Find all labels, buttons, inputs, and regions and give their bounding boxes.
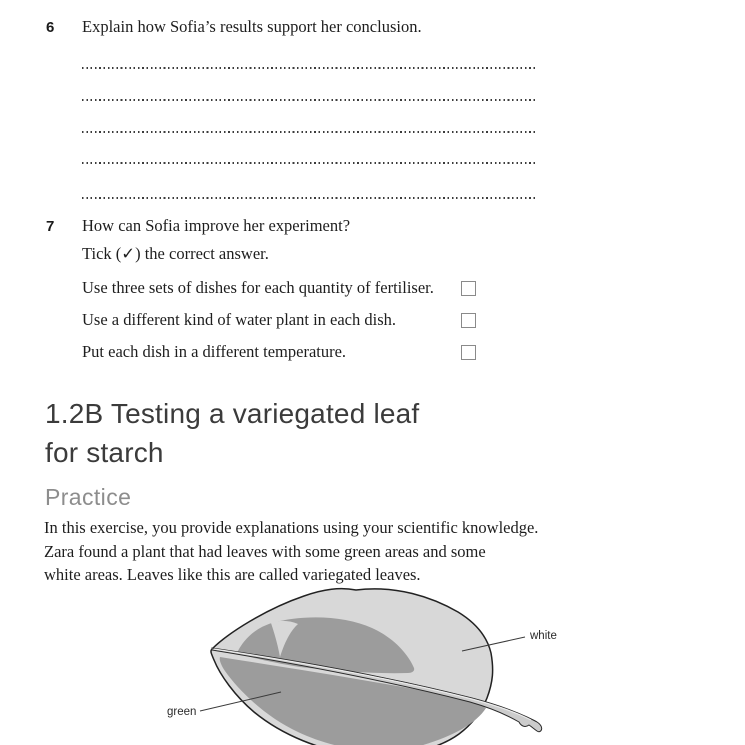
variegated-leaf-figure [140, 578, 720, 745]
answer-checkbox[interactable] [461, 313, 476, 328]
section-title-line2: for starch [45, 437, 164, 468]
tick-instruction: Tick (✓) the correct answer. [82, 244, 269, 263]
answer-line[interactable] [82, 162, 538, 164]
label-white: white [530, 630, 557, 642]
answer-line[interactable] [82, 131, 538, 133]
body-paragraph-line2: white areas. Leaves like this are called variegated leaves. [44, 564, 421, 584]
section-title-line1: 1.2B Testing a variegated leaf [45, 398, 420, 429]
answer-checkbox[interactable] [461, 281, 476, 296]
intro-paragraph: In this exercise, you provide explanations using your scientific knowledge. [44, 518, 539, 537]
answer-line[interactable] [82, 67, 538, 69]
option-label: Put each dish in a different temperature. [82, 342, 347, 361]
option-label: Use a different kind of water plant in each dish. [82, 310, 397, 329]
question-6-prompt: Explain how Sofia’s results support her conclusion. [82, 17, 422, 36]
question-6-number: 6 [46, 19, 55, 36]
answer-checkbox[interactable] [461, 345, 476, 360]
question-7-prompt: How can Sofia improve her experiment? [82, 216, 351, 235]
section-subtitle: Practice [45, 484, 132, 510]
body-paragraph-line1: Zara found a plant that had leaves with some green areas and some [44, 542, 486, 561]
label-green: green [167, 706, 197, 718]
option-label: Use three sets of dishes for each quantity of fertiliser. [82, 278, 434, 297]
answer-line[interactable] [82, 197, 538, 199]
section-title [45, 394, 419, 472]
question-7-number: 7 [46, 218, 55, 235]
answer-line[interactable] [82, 99, 538, 101]
